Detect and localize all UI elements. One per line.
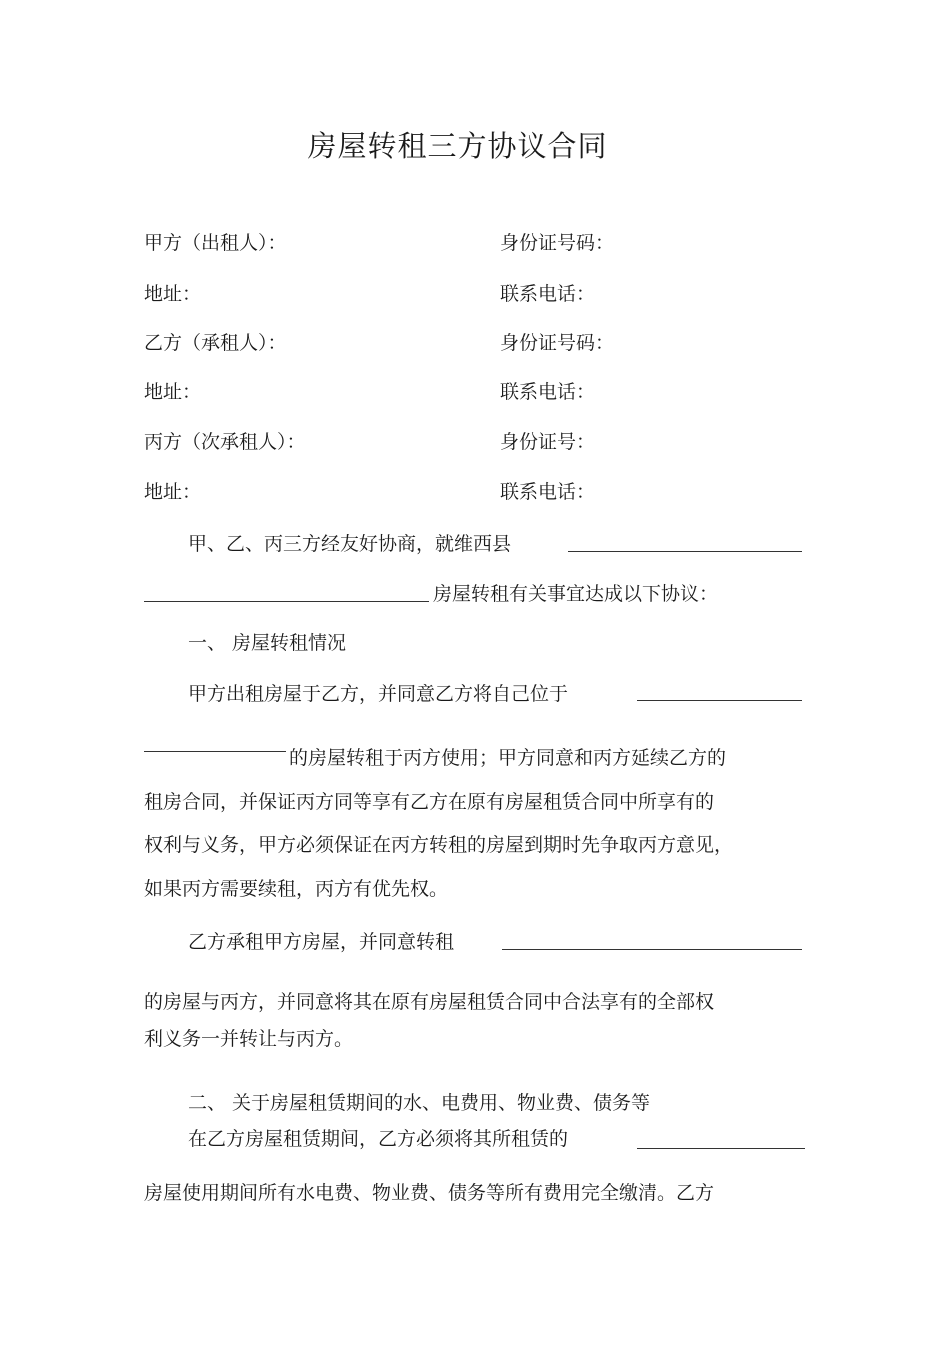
section-1-para-2-line-1: 乙方承租甲方房屋，并同意转租	[188, 931, 455, 953]
blank-underline	[568, 551, 802, 552]
party-b-id-label: 身份证号码：	[500, 332, 615, 354]
party-b-address-label: 地址：	[144, 381, 202, 403]
section-1-heading: 一、 房屋转租情况	[188, 632, 347, 654]
party-c-label: 丙方（次承租人）：	[144, 431, 306, 453]
section-1-para-1-line-5: 如果丙方需要续租，丙方有优先权。	[144, 878, 449, 900]
party-c-phone-label: 联系电话：	[500, 481, 596, 503]
section-1-para-2-line-2: 的房屋与丙方，并同意将其在原有房屋租赁合同中合法享有的全部权	[144, 991, 715, 1013]
party-c-id-label: 身份证号：	[500, 431, 596, 453]
party-a-label: 甲方（出租人）：	[144, 232, 287, 254]
party-a-address-label: 地址：	[144, 283, 202, 305]
section-2-para-1-line-2: 房屋使用期间所有水电费、物业费、债务等所有费用完全缴清。乙方	[144, 1182, 715, 1204]
party-c-address-label: 地址：	[144, 481, 202, 503]
party-a-phone-label: 联系电话：	[500, 283, 596, 305]
intro-line-2: 房屋转租有关事宜达成以下协议：	[433, 583, 719, 605]
blank-underline	[637, 700, 802, 701]
section-1-para-1-line-1: 甲方出租房屋于乙方，并同意乙方将自己位于	[188, 683, 569, 705]
intro-line-1: 甲、乙、丙三方经友好协商，就维西县	[188, 533, 512, 555]
document-title: 房屋转租三方协议合同	[307, 129, 608, 163]
section-1-para-2-line-3: 利义务一并转让与丙方。	[144, 1028, 354, 1050]
party-b-label: 乙方（承租人）：	[144, 332, 287, 354]
section-1-para-1-line-3: 租房合同，并保证丙方同等享有乙方在原有房屋租赁合同中所享有的	[144, 791, 715, 813]
party-b-phone-label: 联系电话：	[500, 381, 596, 403]
blank-underline	[144, 751, 286, 752]
blank-underline	[637, 1148, 805, 1149]
party-a-id-label: 身份证号码：	[500, 232, 615, 254]
section-1-para-1-line-2: 的房屋转租于丙方使用；甲方同意和丙方延续乙方的	[289, 747, 727, 769]
section-2-para-1-line-1: 在乙方房屋租赁期间，乙方必须将其所租赁的	[188, 1128, 569, 1150]
blank-underline	[502, 949, 802, 950]
blank-underline	[144, 601, 429, 602]
section-1-para-1-line-4: 权利与义务，甲方必须保证在丙方转租的房屋到期时先争取丙方意见，	[144, 834, 734, 856]
section-2-heading: 二、 关于房屋租赁期间的水、电费用、物业费、债务等	[188, 1092, 651, 1114]
